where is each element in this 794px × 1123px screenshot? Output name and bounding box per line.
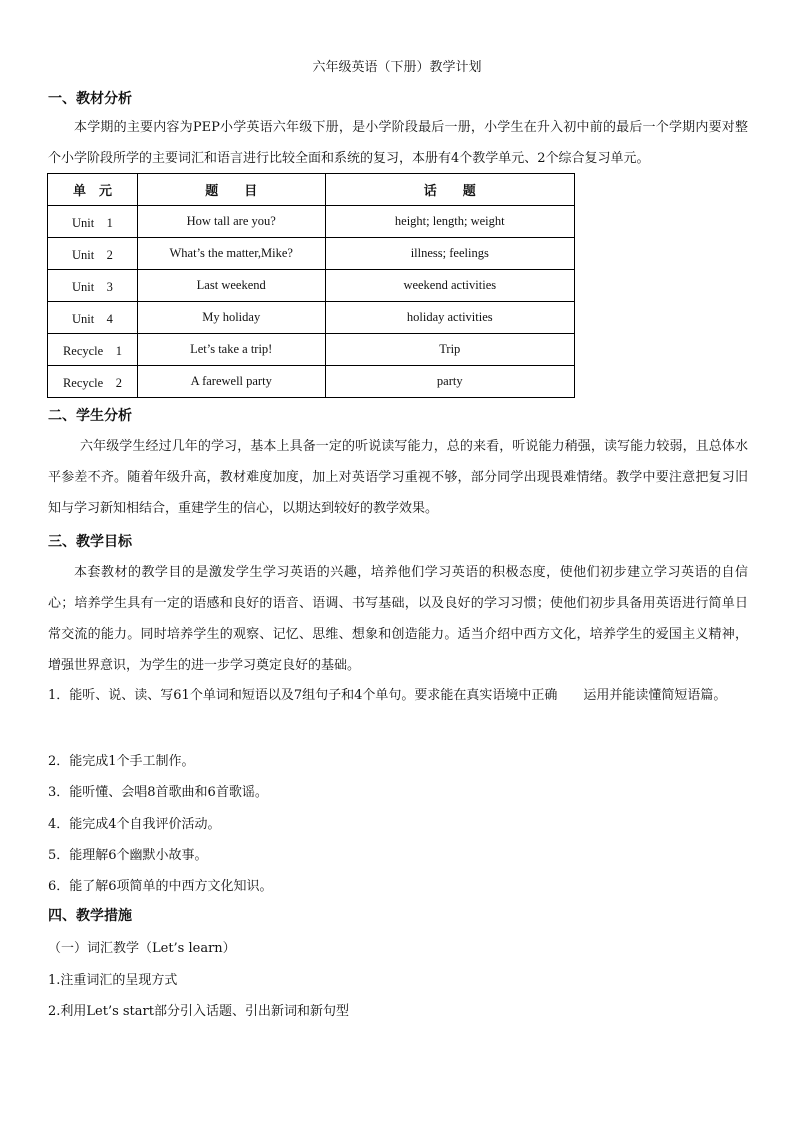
table-row: [48, 302, 575, 334]
cell-topic: party: [325, 366, 574, 398]
units-table: [47, 173, 575, 398]
goal-item-4: 4．能完成4个自我评价活动。: [48, 817, 221, 832]
cell-title: A farewell party: [137, 366, 325, 398]
cell-topic: weekend activities: [325, 270, 574, 302]
section-heading-textbook-analysis: 一、教材分析: [48, 91, 132, 107]
cell-unit: Recycle 1: [48, 334, 138, 366]
cell-unit: Unit 2: [48, 238, 138, 270]
section-heading-student-analysis: 二、学生分析: [48, 408, 132, 424]
vocabulary-teaching-subheading: （一）词汇教学（Let’s learn）: [48, 941, 236, 956]
cell-title: Let’s take a trip!: [137, 334, 325, 366]
student-analysis-paragraph: 六年级学生经过几年的学习，基本上具备一定的听说读写能力，总的来看，听说能力稍强，读写能力较弱，且总体水平参差不齐。随着年级升高，教材难度加度，加上对英语学习重视不够，部分同学出现畏难情绪。教学中要注意把复习旧知与学习新知相结合，重建学生的信心，以期达到较好的教学效果。: [48, 439, 748, 516]
cell-topic: height; length; weight: [325, 206, 574, 238]
cell-unit: Recycle 2: [48, 366, 138, 398]
goal-item-2: 2．能完成1个手工制作。: [48, 754, 195, 769]
header-unit: 单 元: [48, 174, 138, 206]
goal-item-6: 6．能了解6项简单的中西方文化知识。: [48, 879, 273, 894]
cell-title: What’s the matter,Mike?: [137, 238, 325, 270]
cell-unit: Unit 1: [48, 206, 138, 238]
measure-item-2: 2.利用Let’s start部分引入话题、引出新词和新句型: [48, 1004, 349, 1019]
cell-topic: Trip: [325, 334, 574, 366]
cell-title: Last weekend: [137, 270, 325, 302]
goal-item-5: 5．能理解6个幽默小故事。: [48, 848, 208, 863]
cell-topic: illness; feelings: [325, 238, 574, 270]
goal-item-3: 3．能听懂、会唱8首歌曲和6首歌谣。: [48, 785, 268, 800]
section-heading-teaching-measures: 四、教学措施: [48, 908, 132, 924]
cell-topic: holiday activities: [325, 302, 574, 334]
cell-unit: Unit 4: [48, 302, 138, 334]
table-row: [48, 206, 575, 238]
cell-title: How tall are you?: [137, 206, 325, 238]
goal-item-1: 1．能听、说、读、写61个单词和短语以及7组句子和4个单句。要求能在真实语境中正确 运用并能读懂简短语篇。: [48, 688, 727, 703]
header-title: 题 目: [137, 174, 325, 206]
table-row: [48, 366, 575, 398]
measure-item-1: 1.注重词汇的呈现方式: [48, 973, 178, 988]
table-header-row: [48, 174, 575, 206]
table-row: [48, 334, 575, 366]
textbook-analysis-paragraph: 本学期的主要内容为PEP小学英语六年级下册，是小学阶段最后一册，小学生在升入初中前的最后一个学期内要对整个小学阶段所学的主要词汇和语言进行比较全面和系统的复习，本册有4个教学单元、2个综合复习单元。: [48, 120, 748, 166]
teaching-goals-paragraph: 本套教材的教学目的是激发学生学习英语的兴趣，培养他们学习英语的积极态度，使他们初步建立学习英语的自信心；培养学生具有一定的语感和良好的语音、语调、书写基础，以及良好的学习习惯；使他们初步具备用英语进行简单日常交流的能力。同时培养学生的观察、记忆、思维、想象和创造能力。适当介绍中西方文化，培养学生的爱国主义精神，增强世界意识，为学生的进一步学习奠定良好的基础。: [48, 565, 748, 673]
cell-title: My holiday: [137, 302, 325, 334]
section-heading-teaching-goals: 三、教学目标: [48, 534, 132, 550]
header-topic: 话 题: [325, 174, 574, 206]
document-title: 六年级英语（下册）教学计划: [312, 60, 482, 75]
table-row: [48, 270, 575, 302]
cell-unit: Unit 3: [48, 270, 138, 302]
table-row: [48, 238, 575, 270]
